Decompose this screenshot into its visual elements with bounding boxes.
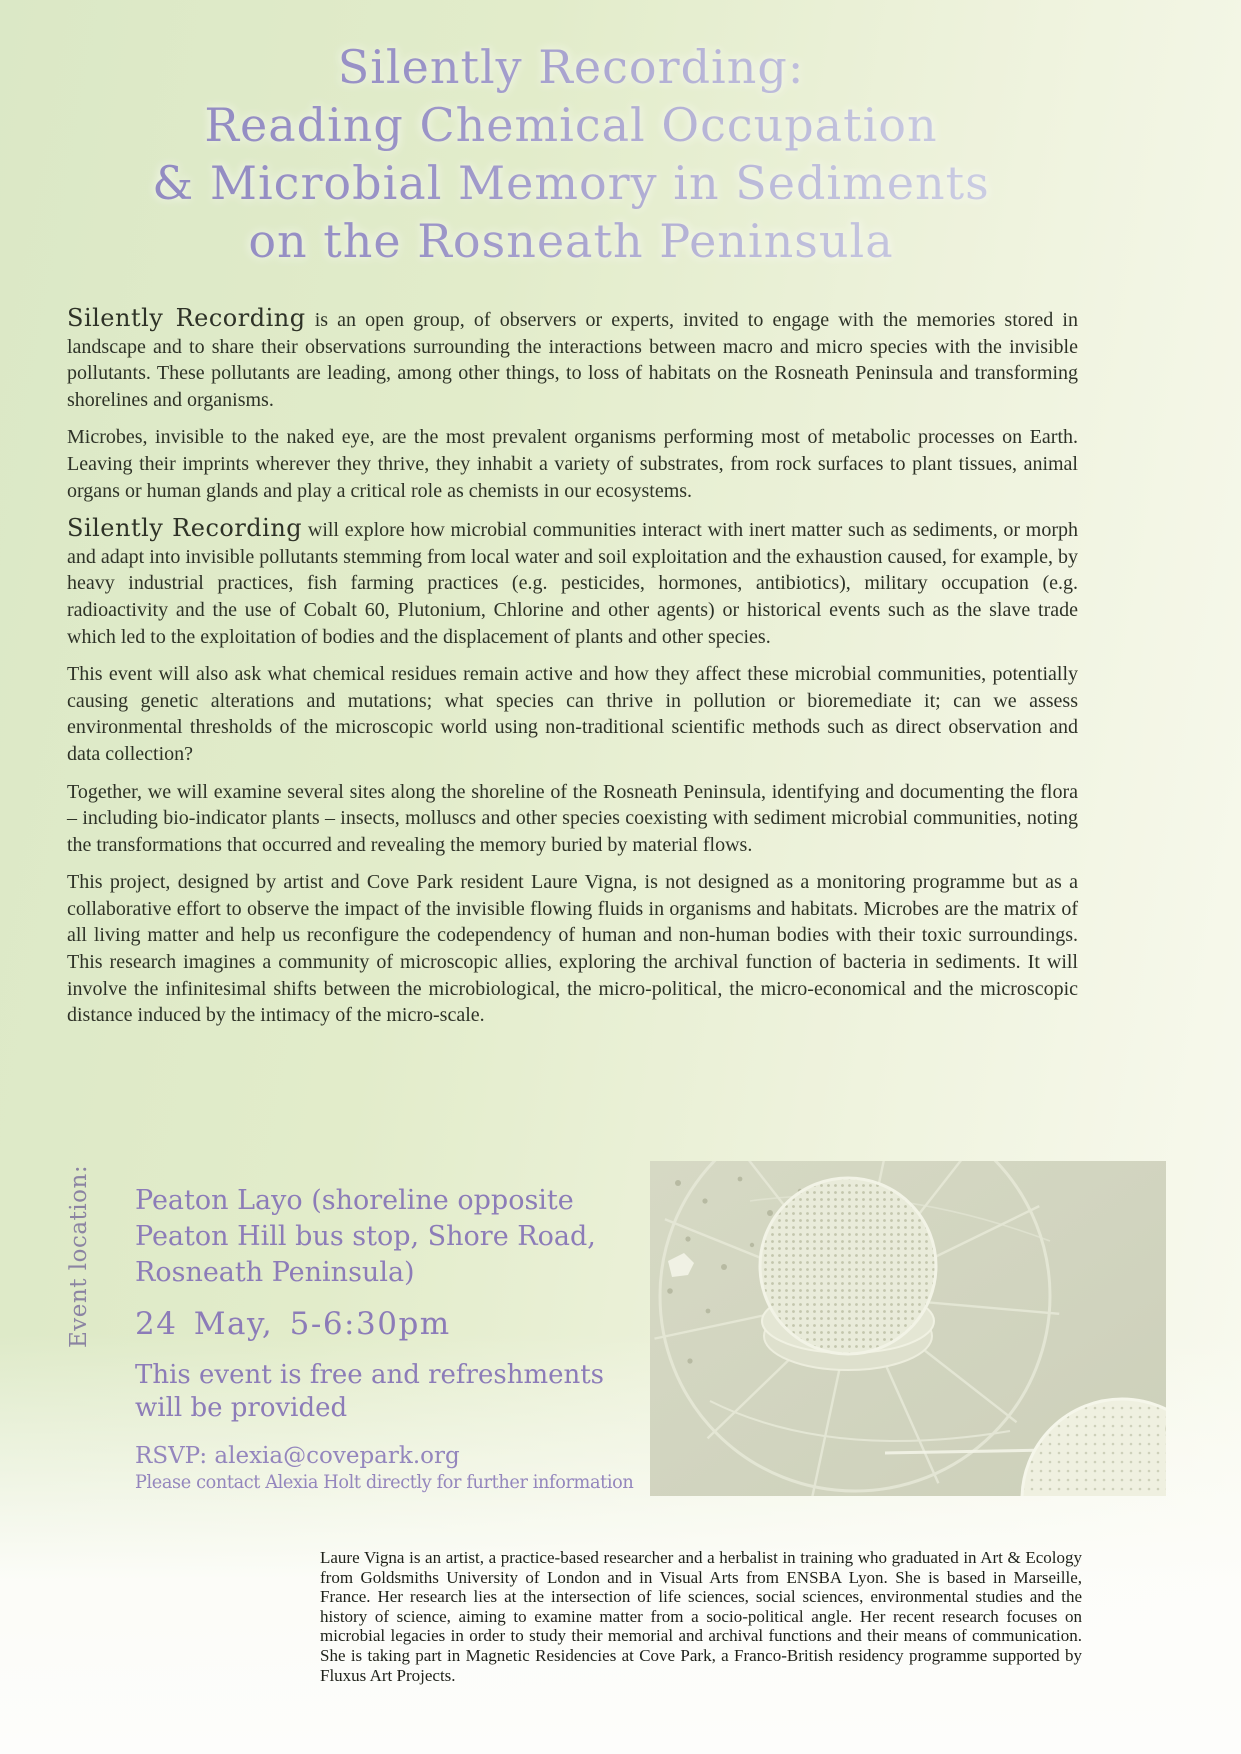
title-line-4: on the Rosneath Peninsula — [248, 214, 894, 268]
title-line-1: Silently Recording: — [337, 40, 805, 94]
paragraph-6-text: This project, designed by artist and Cove Park resident Laure Vigna, is not designed as a monitoring programme but as a collaborative effort to observe the impact of the invisible flowing fluids in organisms and habitats. Microbes are the matrix of all living matter and help us reconfigure the codependency of human and non-human bodies with their toxic surroundings. This research imagines a community of microscopic allies, exploring the archival function of bacteria in sediments. It will involve the infinitesimal shifts between the microbiological, the micro-political, the micro-economical and the microscopic distance induced by the intimacy of the micro-scale. — [67, 871, 1078, 1027]
title-line-2: Reading Chemical Occupation — [204, 98, 938, 152]
event-free-text — [135, 1359, 615, 1425]
paragraph-1-text: is an open group, of observers or experts, invited to engage with the memories stored in landscape and to share their observations surrounding the interactions between macro and micro species with the invisible pollutants. These pollutants are leading, among other things, to loss of habitats on the Rosneath Peninsula and transforming shorelines and organisms. — [67, 309, 1078, 411]
event-location-line: Rosneath Peninsula) — [135, 1257, 415, 1288]
event-location-line: Peaton Layo (shoreline opposite — [135, 1185, 574, 1216]
paragraph-4-text: This event will also ask what chemical residues remain active and how they affect these microbial communities, potentially causing genetic alterations and mutations; what species can thrive in pollution or bioremediate it; can we assess environmental thresholds of the microscopic world using non-traditional scientific methods such as direct observation and data collection? — [67, 663, 1078, 765]
event-free-line: will be provided — [135, 1393, 348, 1423]
event-free-line: This event is free and refreshments — [135, 1360, 605, 1390]
event-location-line: Peaton Hill bus stop, Shore Road, — [135, 1221, 596, 1252]
paragraph-5-text: Together, we will examine several sites along the shoreline of the Rosneath Peninsula, identifying and documenting the flora – including bio-indicator plants – insects, molluscs and other species coexisting with sediment microbial communities, noting the transformations that occurred and revealing the memory buried by material flows. — [67, 780, 1078, 856]
contact-info-line: Please contact Alexia Holt directly for further information — [135, 1471, 634, 1493]
paragraph-3-text: will explore how microbial communities interact with inert matter such as sediments, or morph and adapt into invisible pollutants stemming from local water and soil exploitation and the exhaustion caused, for example, by heavy industrial practices, fish farming practices (e.g. pesticides, hormones, antibiotics), military occupation (e.g. radioactivity and the use of Cobalt 60, Plutonium, Chlorine and other agents) or historical events such as the slave trade which led to the exploitation of bodies and the displacement of plants and other species. — [67, 519, 1078, 648]
event-details-block — [135, 1183, 634, 1494]
paragraph-5 — [67, 779, 1078, 859]
paragraph-2 — [67, 424, 1078, 504]
paragraph-2-text: Microbes, invisible to the naked eye, are the most prevalent organisms performing most of metabolic processes on Earth. Leaving their imprints wherever they thrive, they inhabit a variety of substrates, from rock surfaces to plant tissues, animal organs or human glands and play a critical role as chemists in our ecosystems. — [67, 426, 1078, 502]
silently-recording-lead: Silently Recording — [67, 304, 306, 332]
silently-recording-lead: Silently Recording — [67, 514, 303, 543]
artist-bio: Laure Vigna is an artist, a practice-based researcher and a herbalist in training who graduated in Art & Ecology from Goldsmiths University of London and in Visual Arts from ENSBA Lyon. She is based in Marseille, France. Her research lies at the intersection of life sciences, social sciences, environmental studies and the history of science, aiming to examine matter from a socio-political angle. Her recent research focuses on microbial legacies in order to study their memorial and archival functions and their means of communication. She is taking part in Magnetic Residencies at Cove Park, a Franco-British residency programme supported by Fluxus Art Projects. — [320, 1548, 1082, 1685]
event-datetime: 24 May, 5-6:30pm — [135, 1306, 451, 1342]
diatom-sem-photo — [650, 1161, 1166, 1496]
paragraph-4 — [67, 661, 1078, 767]
poster-title — [67, 38, 1075, 270]
paragraph-3 — [67, 515, 1078, 650]
paragraph-1 — [67, 305, 1078, 413]
body-copy — [67, 305, 1078, 1040]
event-location-side-label: Event location: — [66, 1164, 92, 1348]
rsvp-email-line: RSVP: alexia@covepark.org — [135, 1443, 460, 1469]
paragraph-6 — [67, 869, 1078, 1029]
title-line-3: & Microbial Memory in Sediments — [152, 156, 990, 210]
